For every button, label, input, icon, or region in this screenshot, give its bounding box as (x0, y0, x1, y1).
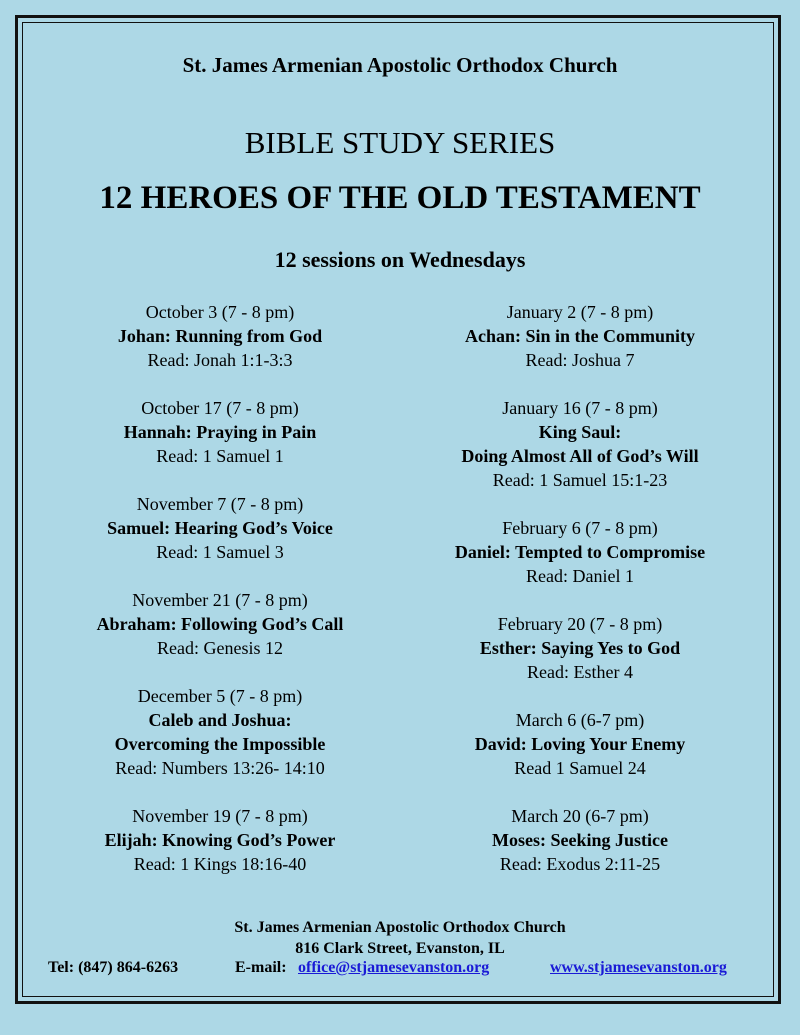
session-date: March 6 (6-7 pm) (515, 710, 645, 730)
sessions-subtitle: 12 sessions on Wednesdays (274, 247, 526, 272)
session-reading: Read: Genesis 12 (157, 638, 283, 658)
session-date: January 2 (7 - 8 pm) (506, 302, 654, 322)
session-reading: Read: Exodus 2:11-25 (499, 854, 661, 874)
session-reading: Read: Daniel 1 (526, 566, 634, 586)
session-entry (35, 804, 405, 876)
session-title: King Saul: (538, 422, 622, 442)
session-entry (35, 492, 405, 564)
session-reading: Read: 1 Samuel 1 (156, 446, 284, 466)
session-entry (395, 708, 765, 780)
session-reading: Read: 1 Kings 18:16-40 (133, 854, 307, 874)
session-reading: Read 1 Samuel 24 (514, 758, 646, 778)
session-date: November 21 (7 - 8 pm) (132, 590, 308, 610)
footer-address: 816 Clark Street, Evanston, IL (295, 940, 505, 957)
session-entry (395, 300, 765, 372)
footer (0, 917, 800, 959)
session-entry (35, 588, 405, 660)
church-name: St. James Armenian Apostolic Orthodox Church (182, 53, 618, 77)
telephone: Tel: (847) 864-6263 (48, 959, 179, 976)
session-entry (395, 612, 765, 684)
session-date: February 6 (7 - 8 pm) (502, 518, 658, 538)
session-title: Achan: Sin in the Community (464, 326, 696, 346)
session-date: December 5 (7 - 8 pm) (137, 686, 303, 706)
session-title: Johan: Running from God (117, 326, 323, 346)
session-entry (395, 516, 765, 588)
session-reading: Read: 1 Samuel 15:1-23 (492, 470, 668, 490)
session-date: October 17 (7 - 8 pm) (141, 398, 299, 418)
email-label: E-mail: (235, 959, 287, 976)
session-title: David: Loving Your Enemy (474, 734, 686, 754)
session-reading: Read: Esther 4 (527, 662, 633, 682)
website-link[interactable]: www.stjamesevanston.org (550, 959, 727, 976)
session-entry (395, 804, 765, 876)
sessions-right-column (395, 300, 765, 900)
session-title: Doing Almost All of God’s Will (461, 446, 699, 466)
session-date: March 20 (6-7 pm) (511, 806, 649, 826)
email-link[interactable]: office@stjamesevanston.org (298, 959, 490, 976)
session-date: January 16 (7 - 8 pm) (502, 398, 658, 418)
session-title: Abraham: Following God’s Call (96, 614, 344, 634)
session-title: Caleb and Joshua: (148, 710, 292, 730)
session-reading: Read: Joshua 7 (525, 350, 635, 370)
session-title: Moses: Seeking Justice (492, 830, 668, 850)
session-title: Elijah: Knowing God’s Power (104, 830, 336, 850)
session-reading: Read: Jonah 1:1-3:3 (147, 350, 293, 370)
session-reading: Read: 1 Samuel 3 (156, 542, 284, 562)
session-entry (395, 396, 765, 492)
series-title: BIBLE STUDY SERIES (244, 125, 556, 160)
session-title: Hannah: Praying in Pain (123, 422, 317, 442)
session-date: October 3 (7 - 8 pm) (145, 302, 295, 322)
session-reading: Read: Numbers 13:26- 14:10 (115, 758, 325, 778)
session-date: November 19 (7 - 8 pm) (132, 806, 308, 826)
session-title: Samuel: Hearing God’s Voice (107, 518, 333, 538)
sessions-left-column (35, 300, 405, 900)
session-title: Overcoming the Impossible (114, 734, 326, 754)
session-title: Esther: Saying Yes to God (479, 638, 681, 658)
session-title: Daniel: Tempted to Compromise (454, 542, 706, 562)
session-entry (35, 396, 405, 468)
session-entry (35, 684, 405, 780)
session-entry (35, 300, 405, 372)
session-date: February 20 (7 - 8 pm) (497, 614, 663, 634)
page-title: 12 HEROES OF THE OLD TESTAMENT (99, 180, 701, 216)
footer-church: St. James Armenian Apostolic Orthodox Church (234, 919, 566, 936)
session-date: November 7 (7 - 8 pm) (136, 494, 304, 514)
